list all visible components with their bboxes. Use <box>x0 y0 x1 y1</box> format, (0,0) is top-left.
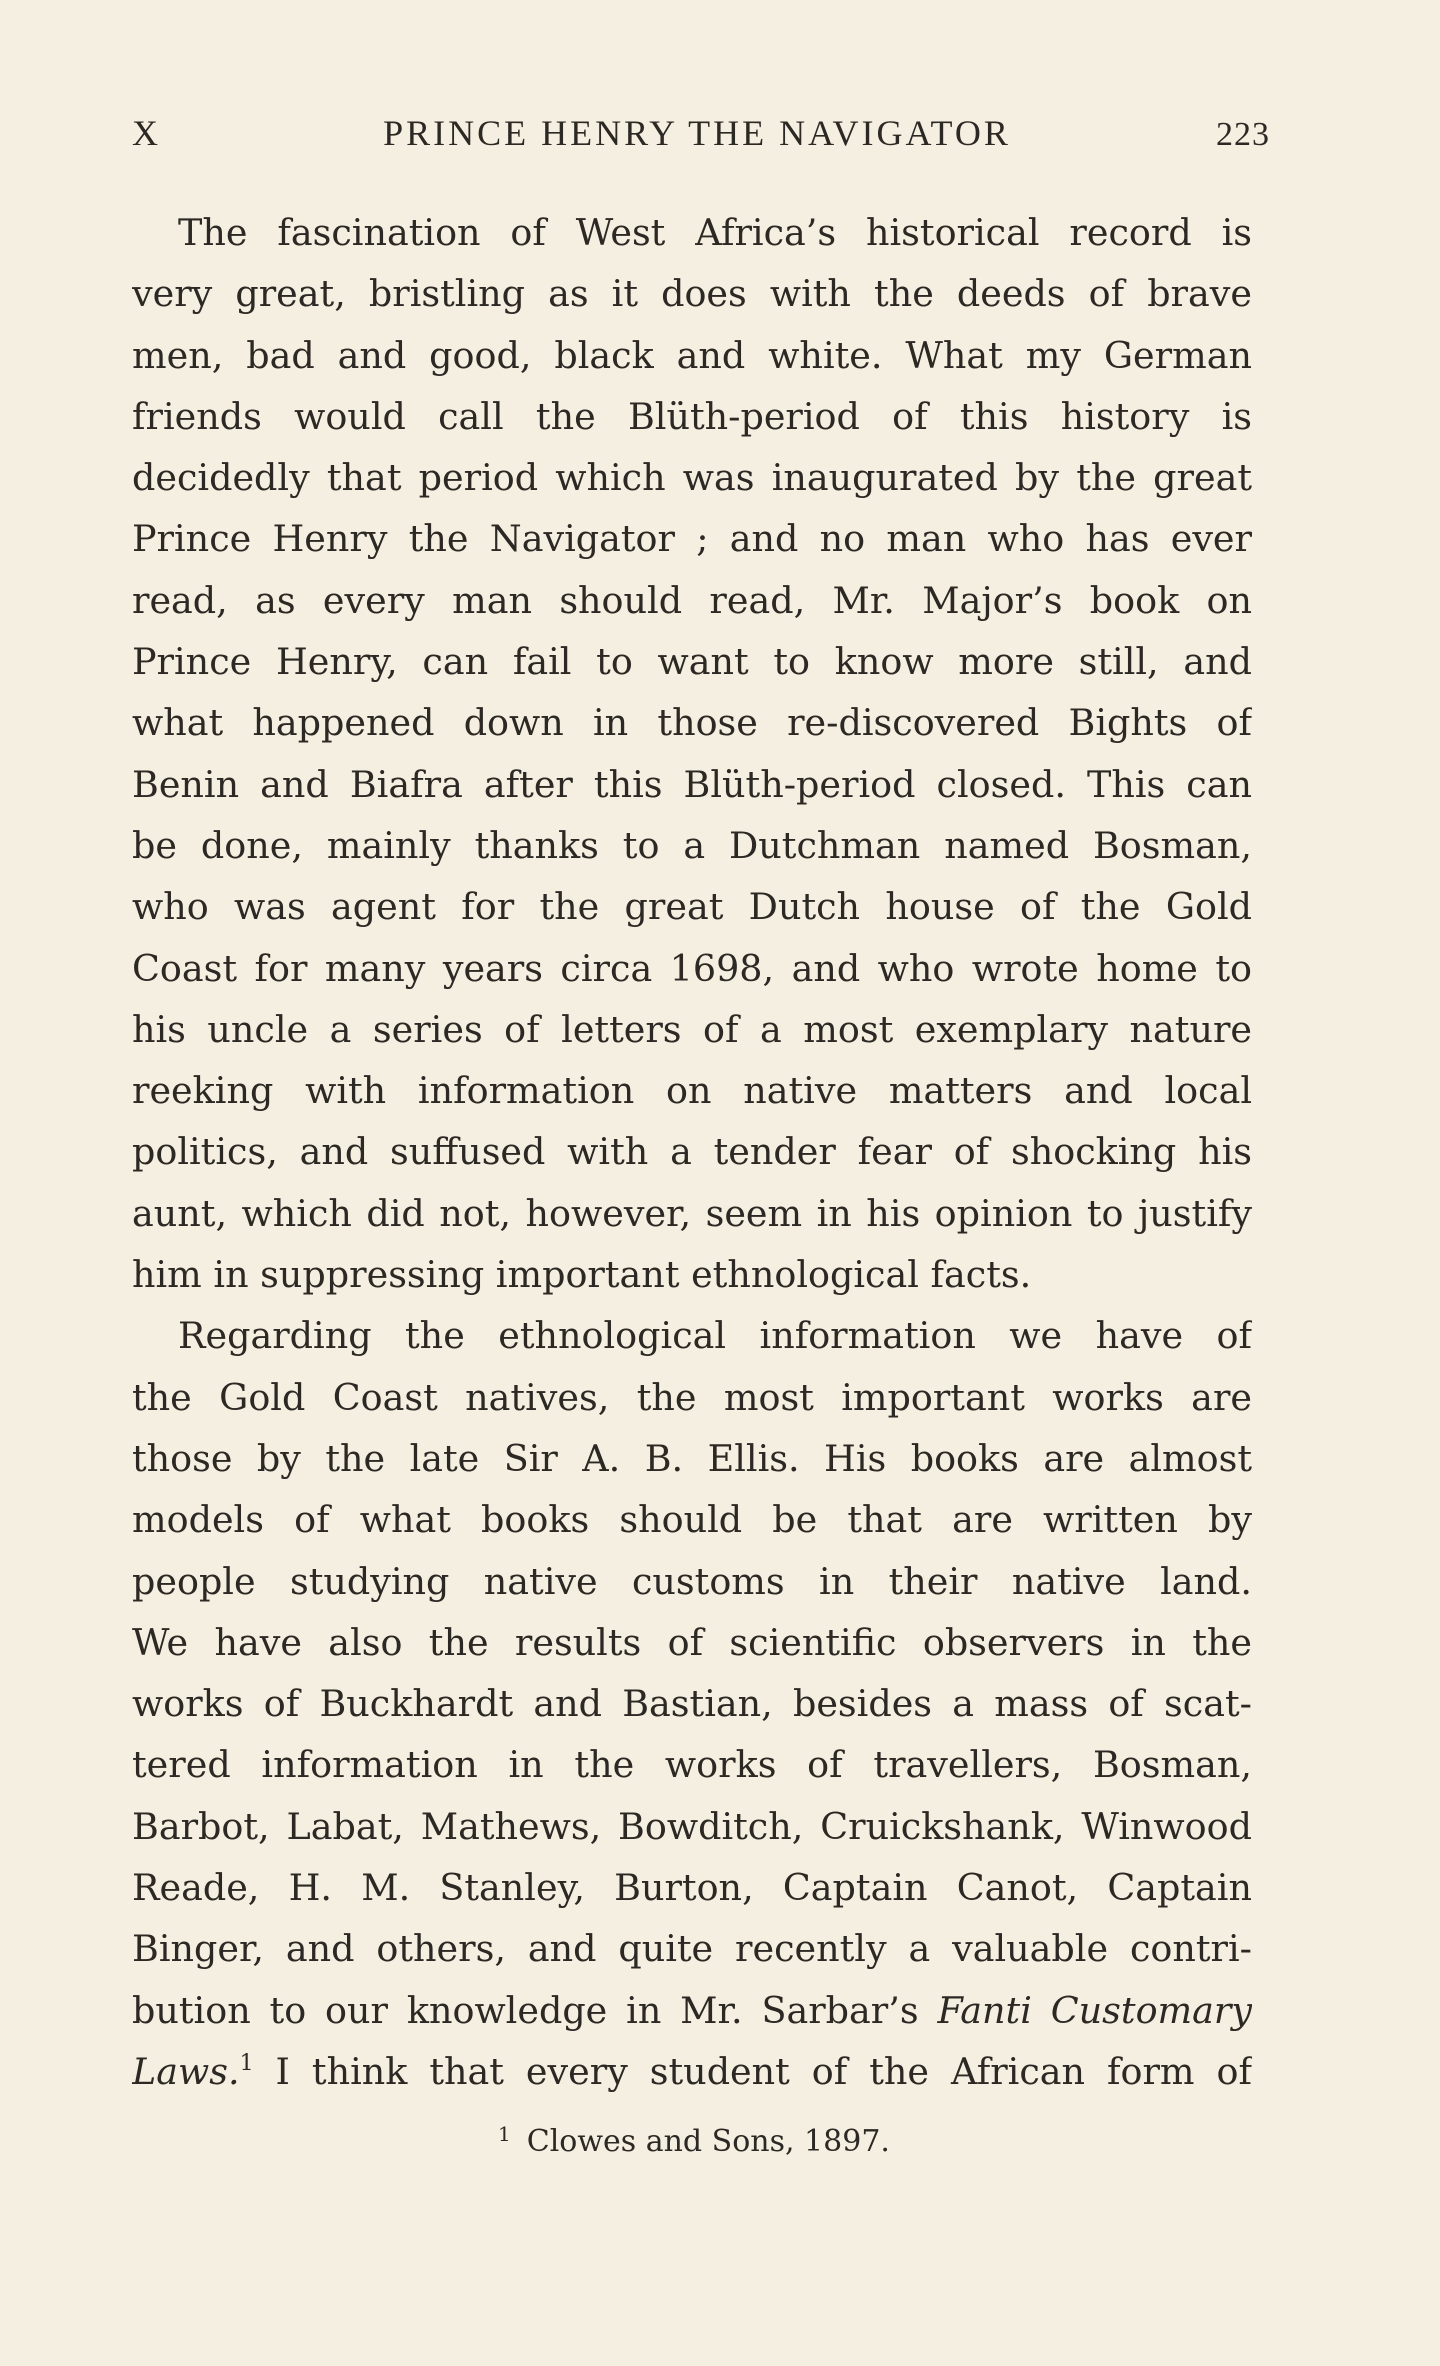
text-line: those by the late Sir A. B. Ellis. His books are almost <box>132 1436 1252 1480</box>
text-line: models of what books should be that are written by <box>132 1498 1252 1542</box>
italic-book-title: Fanti Customary <box>937 1988 1252 2032</box>
text-segment: bution to our knowledge in Mr. Sarbar’s <box>132 1988 919 2032</box>
text-line: Coast for many years circa 1698, and who wrote home to <box>132 946 1252 990</box>
text-line: The fascination of West Africa’s historical record is <box>178 211 1252 254</box>
text-line: Reade, H. M. Stanley, Burton, Captain Canot, Captain <box>132 1866 1252 1910</box>
footnote-marker: 1 <box>498 2122 511 2146</box>
text-line: tered information in the works of travellers, Bosman, <box>132 1743 1252 1787</box>
footnote-ref[interactable]: 1 <box>239 2050 254 2076</box>
footnote-text: Clowes and Sons, 1897. <box>526 2124 890 2159</box>
body-text <box>132 202 1252 2102</box>
text-line-with-footnote-ref <box>132 2041 1252 2102</box>
text-line: Binger, and others, and quite recently a valuable contri- <box>132 1927 1252 1971</box>
text-line: Prince Henry the Navigator ; and no man who has ever <box>132 517 1252 561</box>
running-head <box>124 112 1270 164</box>
text-line-with-italic <box>132 1980 1252 2041</box>
text-line: the Gold Coast natives, the most important works are <box>132 1375 1252 1419</box>
italic-book-title-end: Laws. <box>132 2049 240 2093</box>
page-number: 223 <box>1216 116 1270 153</box>
text-line: people studying native customs in their native land. <box>132 1559 1252 1603</box>
footnote <box>498 2122 890 2162</box>
text-line: Regarding the ethnological information we have of <box>178 1314 1252 1358</box>
text-line: him in suppressing important ethnological facts. <box>132 1253 1032 1297</box>
text-line: very great, bristling as it does with the deeds of brave <box>132 272 1252 316</box>
text-line: We have also the results of scientific observers in the <box>132 1620 1252 1664</box>
text-line: Prince Henry, can fail to want to know more still, and <box>132 640 1252 684</box>
text-line: men, bad and good, black and white. What my German <box>132 333 1252 377</box>
text-line: read, as every man should read, Mr. Major’s book on <box>132 578 1252 622</box>
text-line: his uncle a series of letters of a most exemplary nature <box>132 1007 1252 1051</box>
running-title: PRINCE HENRY THE NAVIGATOR <box>383 113 1011 153</box>
text-line: Barbot, Labat, Mathews, Bowditch, Cruickshank, Winwood <box>132 1804 1252 1848</box>
text-line: decidedly that period which was inaugurated by the great <box>132 456 1252 500</box>
chapter-number: X <box>132 113 160 153</box>
text-line: politics, and suffused with a tender fear of shocking his <box>132 1130 1252 1174</box>
text-line: Benin and Biafra after this Blüth-period closed. This can <box>132 762 1252 806</box>
text-line: works of Buckhardt and Bastian, besides a mass of scat- <box>132 1682 1252 1726</box>
text-line: reeking with information on native matters and local <box>132 1069 1252 1113</box>
text-line: what happened down in those re-discovered Bights of <box>132 701 1252 745</box>
text-segment: I think that every student of the African form of <box>275 2049 1252 2093</box>
text-line: be done, mainly thanks to a Dutchman named Bosman, <box>132 823 1252 867</box>
text-line: who was agent for the great Dutch house of the Gold <box>132 885 1252 929</box>
text-line: friends would call the Blüth-period of this history is <box>132 394 1252 438</box>
text-line: aunt, which did not, however, seem in his opinion to justify <box>132 1191 1252 1235</box>
